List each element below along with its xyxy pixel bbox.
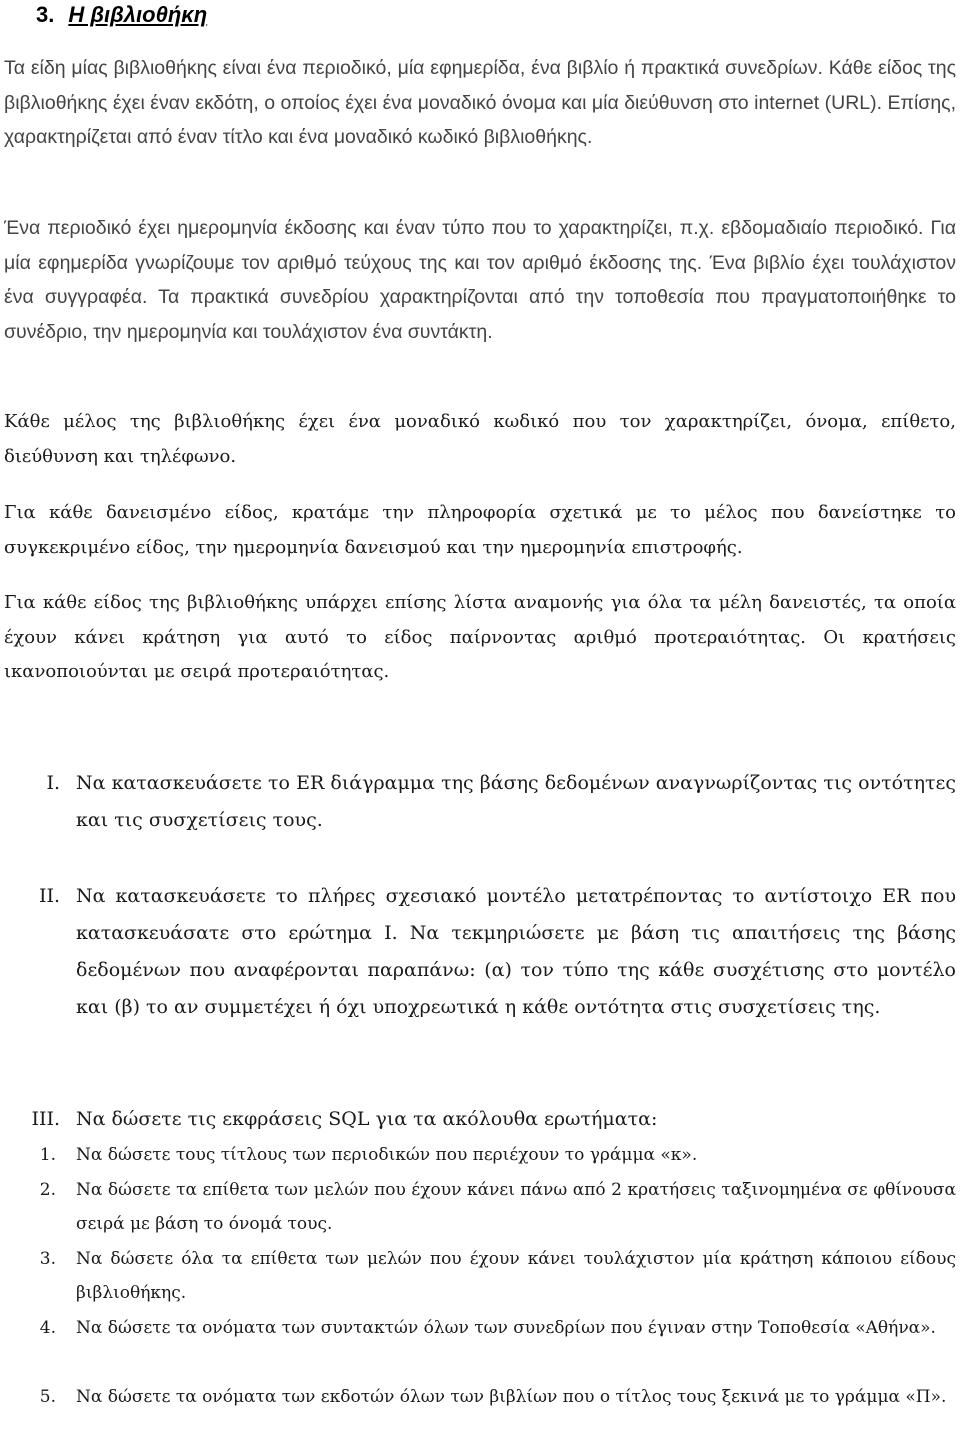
subquestion-text: Να δώσετε τα ονόματα των εκδοτών όλων των βιβλίων που ο τίτλος τους ξεκινά με το γράμμα «Π».	[76, 1387, 947, 1407]
subquestion-number: 5.	[39, 1387, 56, 1407]
paragraph-library-items: Τα είδη μίας βιβλιοθήκης είναι ένα περιοδικό, μία εφημερίδα, ένα βιβλίο ή πρακτικά συνεδρίων. Κάθε είδος της βιβλιοθήκης έχει έναν εκδότη, ο οποίος έχει ένα μοναδικό όνομα και μία διεύθυνση στο internet (URL). Επίσης, χαρακτηρίζεται από έναν τίτλο και ένα μοναδικό κωδικό βιβλιοθήκης.	[4, 57, 956, 149]
question-number: I.	[46, 772, 60, 794]
subquestion-text: Να δώσετε τα επίθετα των μελών που έχουν κάνει πάνω από 2 κρατήσεις ταξινομημένα σε φθίνουσα σειρά με βάση το όνομά τους.	[76, 1180, 956, 1234]
paragraph-loans: Για κάθε δανεισμένο είδος, κρατάμε την πληροφορία σχετικά με το μέλος που δανείστηκε το συγκεκριμένο είδος, την ημερομηνία δανεισμού και την ημερομηνία επιστροφής.	[4, 502, 956, 558]
subquestion-number: 4.	[39, 1318, 56, 1338]
question-number: III.	[31, 1108, 60, 1130]
subquestion-text: Να δώσετε όλα τα επίθετα των μελών που έχουν κάνει τουλάχιστον μία κράτηση κάποιου είδους βιβλιοθήκης.	[76, 1249, 956, 1303]
subquestion-text: Να δώσετε τα ονόματα των συντακτών όλων των συνεδρίων που έγιναν στην Τοποθεσία «Αθήνα».	[76, 1318, 936, 1338]
section-heading	[36, 0, 207, 30]
question-text: Να δώσετε τις εκφράσεις SQL για τα ακόλουθα ερωτήματα:	[76, 1108, 658, 1130]
subquestion-number: 3.	[39, 1249, 56, 1269]
section-title: Η βιβλιοθήκη	[68, 2, 208, 27]
subquestion-number: 2.	[39, 1180, 56, 1200]
paragraph-item-types: Ένα περιοδικό έχει ημερομηνία έκδοσης και έναν τύπο που το χαρακτηρίζει, π.χ. εβδομαδιαίο περιοδικό. Για μία εφημερίδα γνωρίζουμε τον αριθμό τεύχους της και τον αριθμό έκδοσης της. Ένα βιβλίο έχει τουλάχιστον ένα συγγραφέα. Τα πρακτικά συνεδρίου χαρακτηρίζονται από την τοποθεσία που πραγματοποιήθηκε το συνέδριο, την ημερομηνία και τουλάχιστον ένα συντάκτη.	[4, 217, 956, 343]
question-text: Να κατασκευάσετε το πλήρες σχεσιακό μοντέλο μετατρέποντας το αντίστοιχο ER που κατασκευάσατε στο ερώτημα Ι. Να τεκμηριώσετε με βάση τις απαιτήσεις της βάσης δεδομένων που αναφέρονται παραπάνω: (α) τον τύπο της κάθε συσχέτισης στο μοντέλο και (β) το αν συμμετέχει ή όχι υποχρεωτικά η κάθε οντότητα στις συσχετίσεις της.	[76, 885, 956, 1018]
subquestion-number: 1.	[39, 1145, 56, 1165]
question-number: II.	[38, 885, 60, 907]
subquestion-text: Να δώσετε τους τίτλους των περιοδικών που περιέχουν το γράμμα «κ».	[76, 1145, 698, 1165]
question-text: Να κατασκευάσετε το ER διάγραμμα της βάσης δεδομένων αναγνωρίζοντας τις οντότητες και τις συσχετίσεις τους.	[76, 772, 956, 831]
paragraph-members: Κάθε μέλος της βιβλιοθήκης έχει ένα μοναδικό κωδικό που τον χαρακτηρίζει, όνομα, επίθετο, διεύθυνση και τηλέφωνο.	[4, 411, 956, 467]
paragraph-waiting-list: Για κάθε είδος της βιβλιοθήκης υπάρχει επίσης λίστα αναμονής για όλα τα μέλη δανειστές, τα οποία έχουν κάνει κράτηση για αυτό το είδος παίρνοντας αριθμό προτεραιότητας. Οι κρατήσεις ικανοποιούνται με σειρά προτεραιότητας.	[4, 592, 956, 683]
section-number: 3.	[36, 2, 55, 27]
